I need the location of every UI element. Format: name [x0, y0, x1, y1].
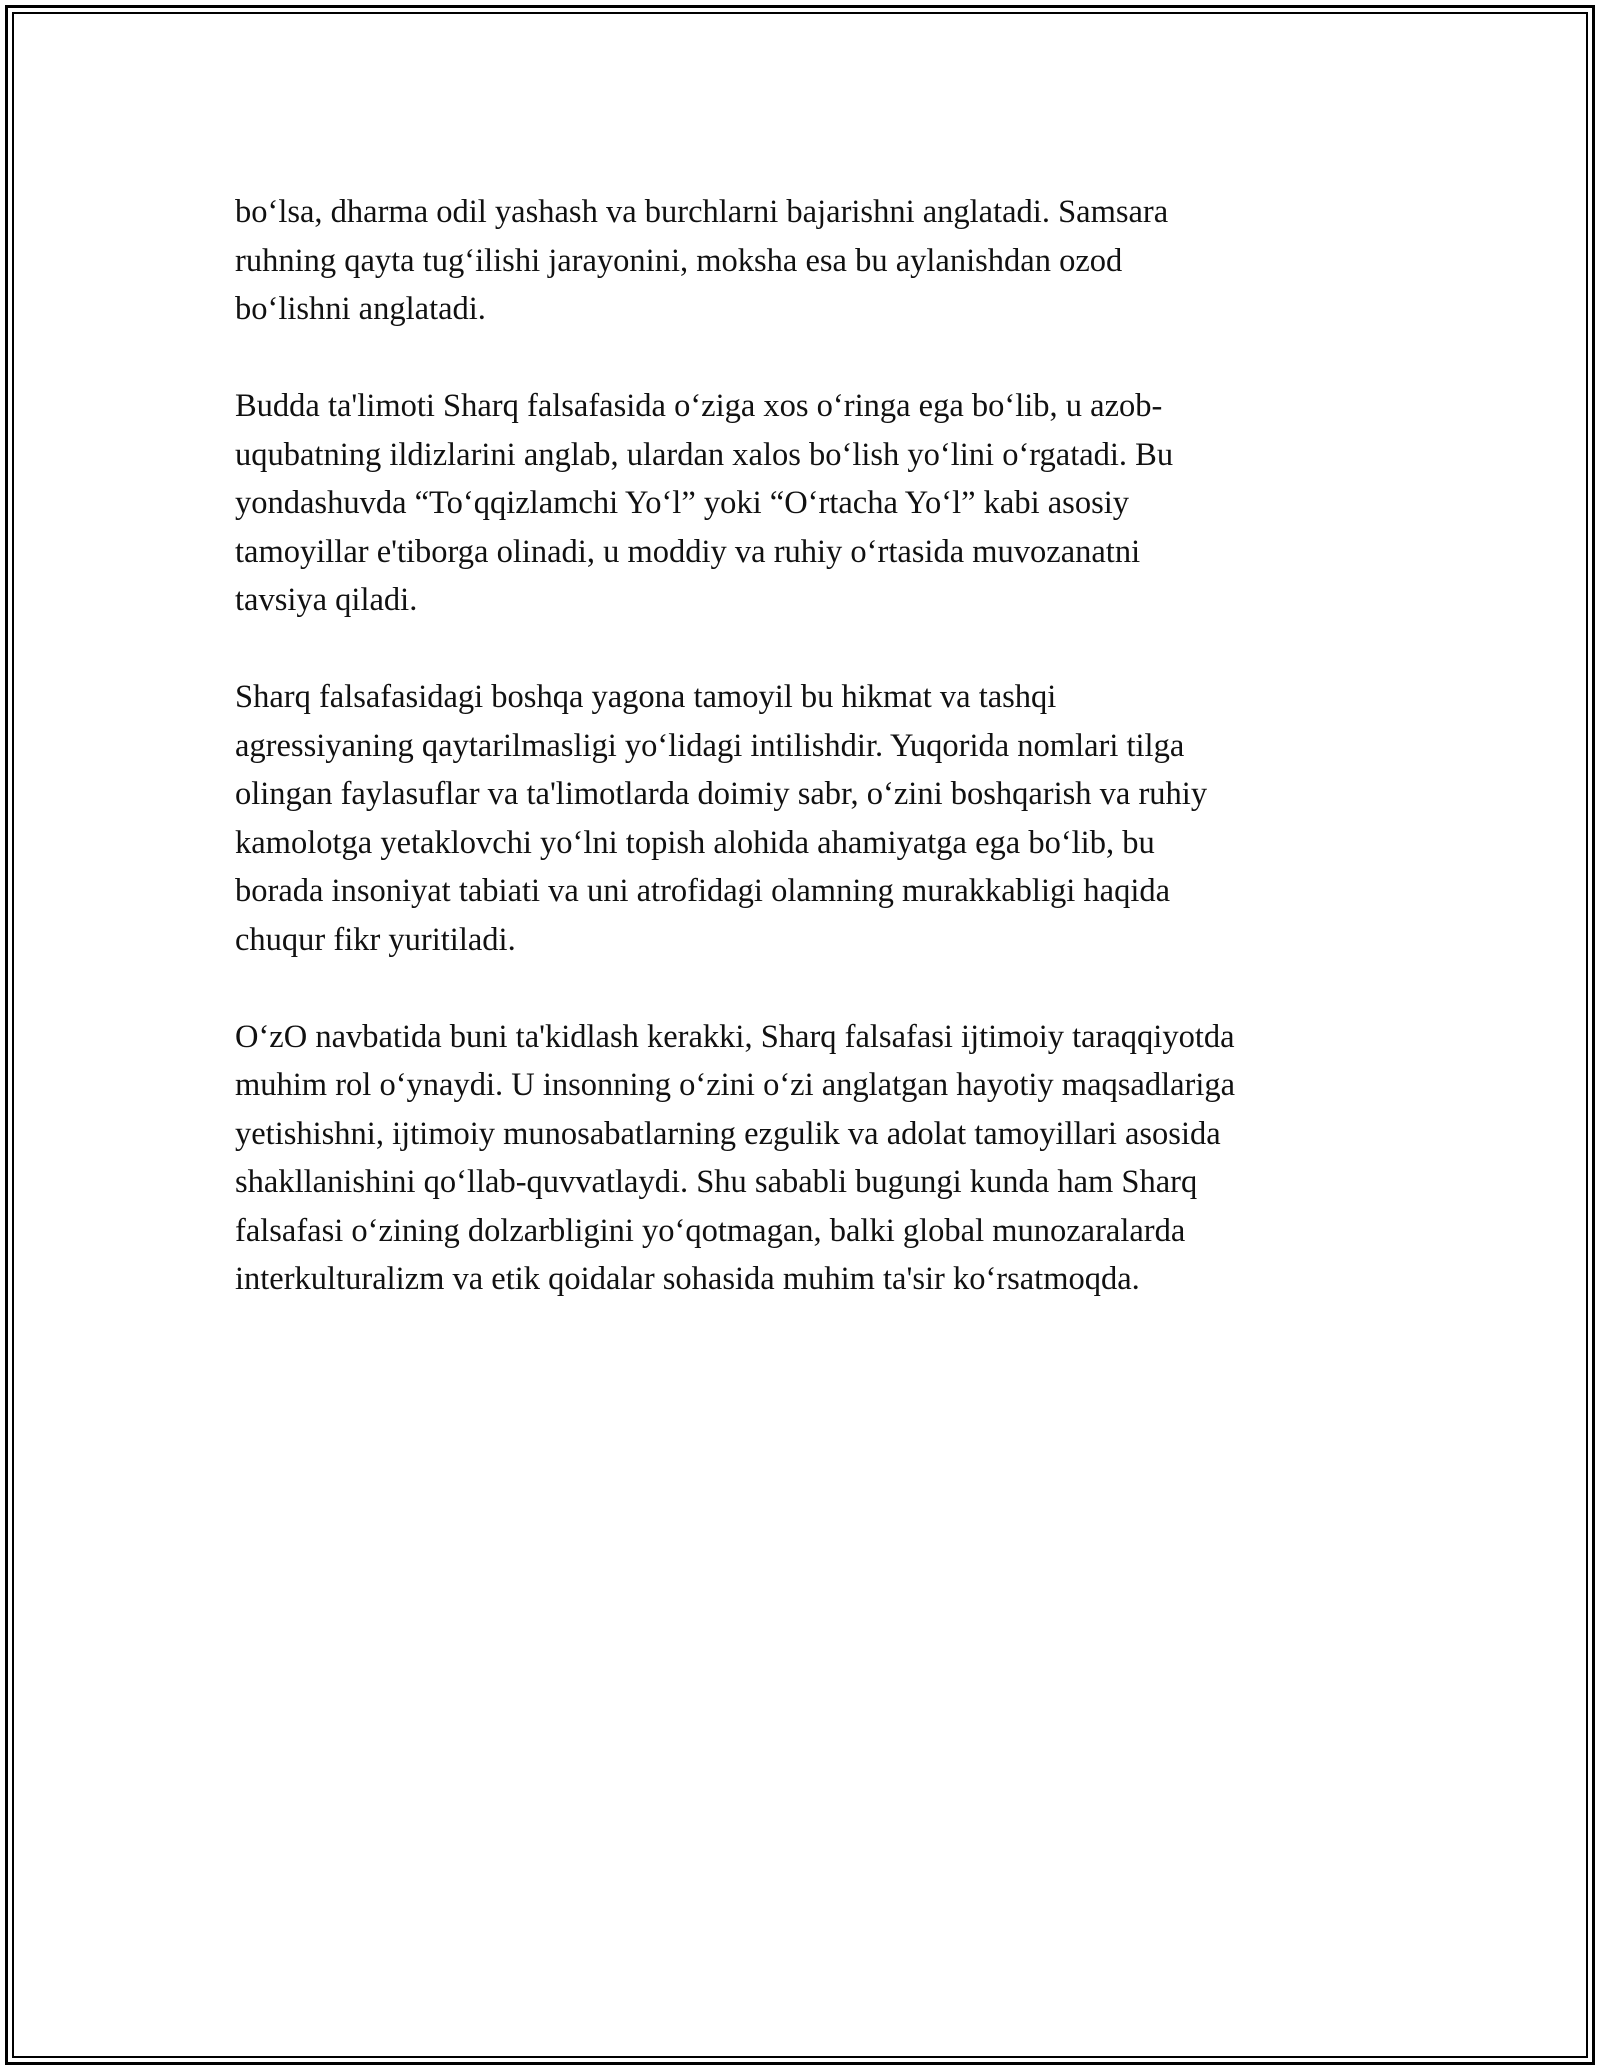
text-line: tamoyillar e'tiborga olinadi, u moddiy va ruhiy o‘rtasida muvozanatni [235, 533, 1141, 570]
text-line: yetishishni, ijtimoiy munosabatlarning ezgulik va adolat tamoyillari asosida [235, 1115, 1221, 1152]
text-line: bo‘lishni anglatadi. [235, 291, 486, 327]
text-line: uqubatning ildizlarini anglab, ulardan xalos bo‘lish yo‘lini o‘rgatadi. Bu [235, 436, 1174, 473]
text-line: kamolotga yetaklovchi yo‘lni topish alohida ahamiyatga ega bo‘lib, bu [235, 824, 1155, 861]
text-line: bo‘lsa, dharma odil yashash va burchlarni bajarishni anglatadi. Samsara [235, 194, 1169, 230]
paragraph-3 [235, 673, 1385, 964]
text-line: Budda ta'limoti Sharq falsafasida o‘ziga xos o‘ringa ega bo‘lib, u azob- [235, 388, 1163, 424]
text-line: olingan faylasuflar va ta'limotlarda doimiy sabr, o‘zini boshqarish va ruhiy [235, 776, 1208, 812]
paragraph-2 [235, 382, 1385, 625]
text-line: ruhning qayta tug‘ilishi jarayonini, moksha esa bu aylanishdan ozod [235, 242, 1123, 279]
text-line: Sharq falsafasidagi boshqa yagona tamoyil bu hikmat va tashqi [235, 679, 1057, 715]
text-line: chuqur fikr yuritiladi. [235, 921, 516, 958]
text-line: yondashuvda “To‘qqizlamchi Yo‘l” yoki “O‘rtacha Yo‘l” kabi asosiy [235, 485, 1130, 521]
text-line: borada insoniyat tabiati va uni atrofidagi olamning murakkabligi haqida [235, 873, 1171, 909]
document-body [235, 188, 1385, 1352]
text-line: muhim rol o‘ynaydi. U insonning o‘zini o‘zi anglatgan hayotiy maqsadlariga [235, 1067, 1236, 1103]
text-line: interkulturalizm va etik qoidalar sohasida muhim ta'sir ko‘rsatmoqda. [235, 1261, 1140, 1297]
text-line: agressiyaning qaytarilmasligi yo‘lidagi intilishdir. Yuqorida nomlari tilga [235, 727, 1185, 764]
paragraph-4 [235, 1013, 1385, 1304]
text-line: falsafasi o‘zining dolzarbligini yo‘qotmagan, balki global munozaralarda [235, 1212, 1186, 1249]
paragraph-1 [235, 188, 1385, 334]
text-line: O‘zO navbatida buni ta'kidlash kerakki, Sharq falsafasi ijtimoiy taraqqiyotda [235, 1018, 1235, 1055]
text-line: shakllanishini qo‘llab-quvvatlaydi. Shu sababli bugungi kunda ham Sharq [235, 1164, 1198, 1200]
text-line: tavsiya qiladi. [235, 582, 418, 618]
